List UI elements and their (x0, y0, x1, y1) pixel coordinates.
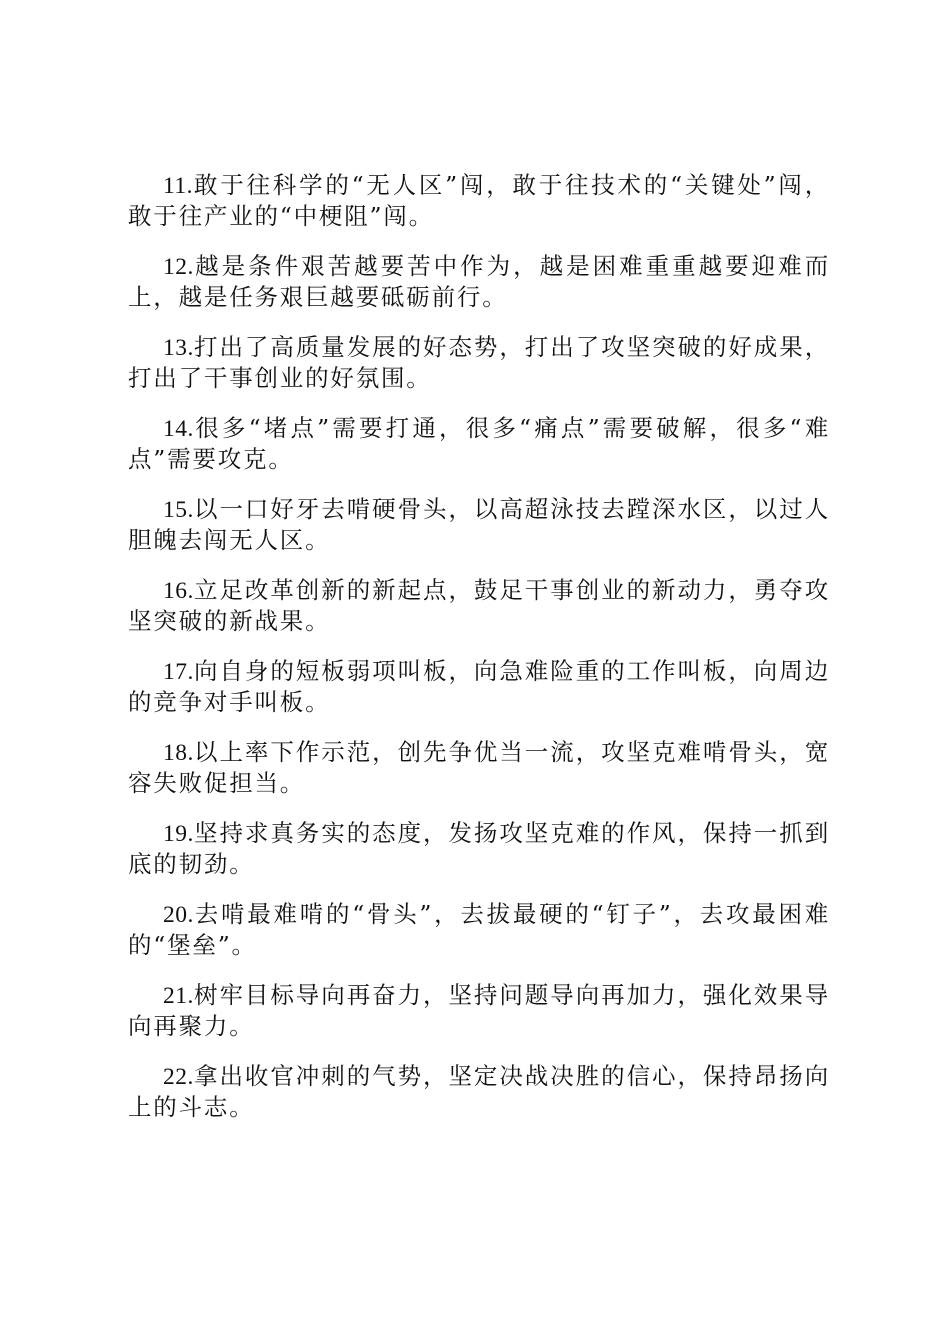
list-item (128, 251, 830, 312)
list-item (128, 494, 830, 555)
list-item (128, 170, 830, 231)
item-text: 去啃最难啃的“骨头”，去拔最硬的“钉子”，去攻最困难的“堡垒”。 (128, 900, 830, 959)
list-item (128, 899, 830, 960)
item-number: 11. (163, 173, 194, 199)
document-body (128, 170, 830, 1142)
item-text: 很多“堵点”需要打通，很多“痛点”需要破解，很多“难点”需要攻克。 (128, 414, 830, 473)
item-number: 14. (163, 416, 194, 442)
item-number: 13. (163, 335, 194, 361)
item-number: 19. (163, 821, 194, 847)
item-number: 21. (163, 983, 194, 1009)
item-number: 22. (163, 1064, 194, 1090)
list-item (128, 737, 830, 798)
item-text: 打出了高质量发展的好态势，打出了攻坚突破的好成果，打出了干事创业的好氛围。 (128, 333, 830, 392)
item-text: 越是条件艰苦越要苦中作为，越是困难重重越要迎难而上，越是任务艰巨越要砥砺前行。 (128, 252, 830, 311)
list-item (128, 1061, 830, 1122)
list-item (128, 656, 830, 717)
item-text: 以上率下作示范，创先争优当一流，攻坚克难啃骨头，宽容失败促担当。 (128, 738, 830, 797)
item-text: 以一口好牙去啃硬骨头，以高超泳技去蹚深水区，以过人胆魄去闯无人区。 (128, 495, 830, 554)
item-number: 15. (163, 497, 194, 523)
item-text: 拿出收官冲刺的气势，坚定决战决胜的信心，保持昂扬向上的斗志。 (128, 1062, 830, 1121)
item-text: 向自身的短板弱项叫板，向急难险重的工作叫板，向周边的竞争对手叫板。 (128, 657, 830, 716)
list-item (128, 575, 830, 636)
item-number: 16. (163, 578, 194, 604)
item-number: 18. (163, 740, 194, 766)
item-text: 立足改革创新的新起点，鼓足干事创业的新动力，勇夺攻坚突破的新战果。 (128, 576, 830, 635)
item-number: 20. (163, 902, 194, 928)
item-number: 17. (163, 659, 194, 685)
list-item (128, 818, 830, 879)
item-text: 树牢目标导向再奋力，坚持问题导向再加力，强化效果导向再聚力。 (128, 981, 830, 1040)
item-text: 敢于往科学的“无人区”闯，敢于往技术的“关键处”闯，敢于往产业的“中梗阻”闯。 (128, 171, 830, 230)
list-item (128, 980, 830, 1041)
list-item (128, 332, 830, 393)
item-text: 坚持求真务实的态度，发扬攻坚克难的作风，保持一抓到底的韧劲。 (128, 819, 830, 878)
item-number: 12. (163, 254, 194, 280)
list-item (128, 413, 830, 474)
